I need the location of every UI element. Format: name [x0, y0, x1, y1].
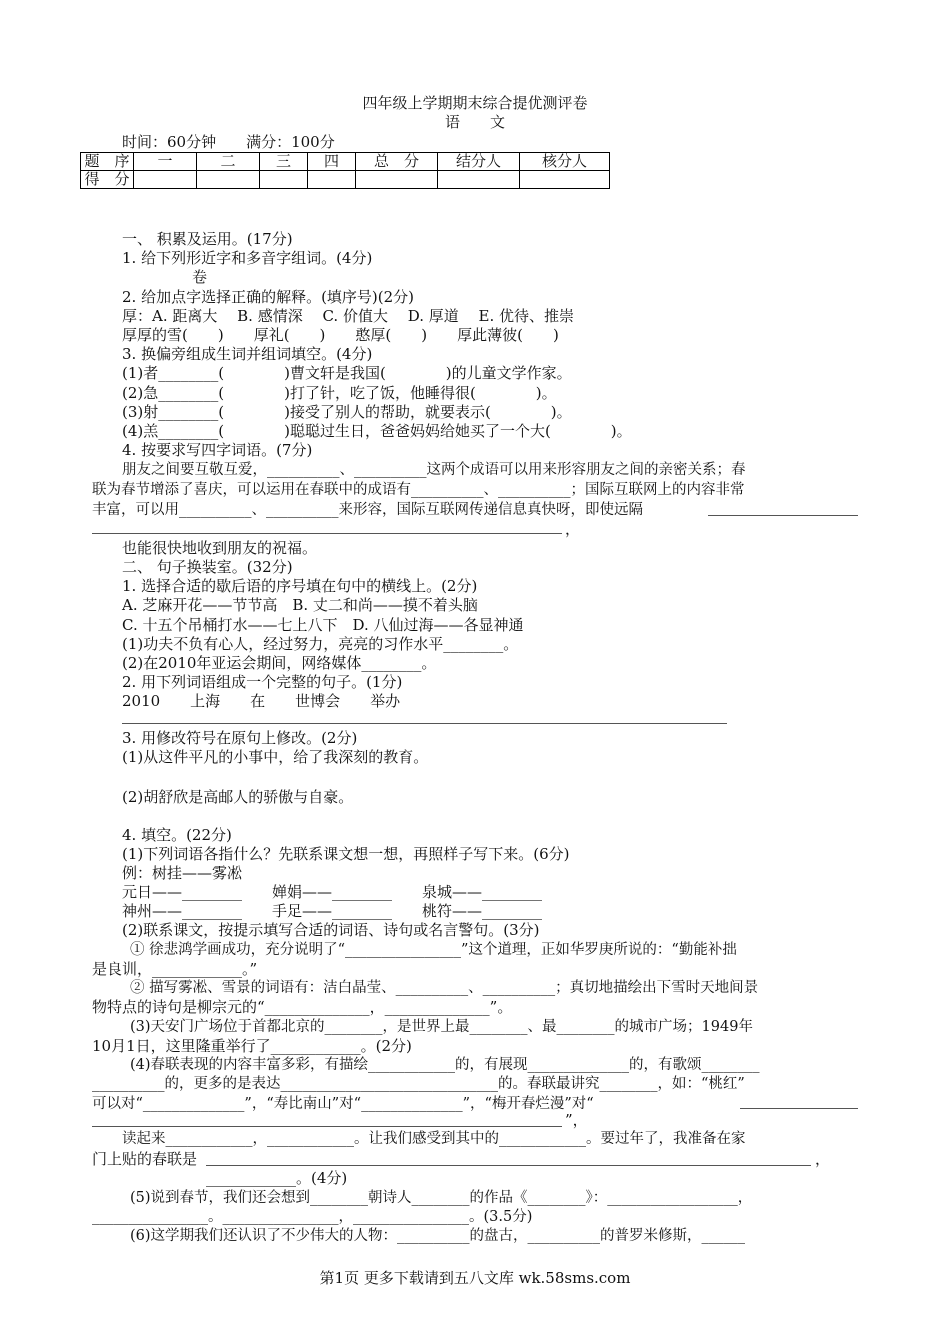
table-cell: 总 分: [356, 153, 438, 171]
question-text: 2. 用下列词语组成一个完整的句子。(1分): [122, 673, 403, 691]
question-text: 元日——________ 婵娟——________ 泉城——________: [122, 883, 543, 901]
table-cell: 结分人: [438, 153, 520, 171]
paragraph-line: 联为春节增添了喜庆，可以运用在春联中的成语有__________、__________；国际互联网上的内容非常: [92, 482, 745, 498]
table-row: [81, 171, 610, 189]
punctuation: ”，: [565, 1111, 588, 1129]
question-text: 厚厚的雪( ) 厚礼( ) 憨厚( ) 厚此薄彼( ): [122, 326, 559, 344]
question-text: 3. 换偏旁组成生词并组词填空。(4分): [122, 345, 373, 363]
score-cell[interactable]: [308, 171, 356, 189]
paragraph-line: 读起来____________，____________。让我们感受到其中的____________。要过年了，我准备在家: [122, 1131, 746, 1147]
question-text: (1)下列词语各指什么？先联系课文想一想，再照样子写下来。(6分): [122, 845, 570, 863]
punctuation: ，: [815, 1150, 831, 1168]
table-cell: 核分人: [520, 153, 610, 171]
paragraph-line: 丰富，可以用__________、__________来形容，国际互联网传递信息真快呀，即使远隔: [92, 502, 643, 518]
question-text: 2. 给加点字选择正确的解释。(填序号)(2分): [122, 288, 415, 306]
paragraph-line: ② 描写雾凇、雪景的词语有：洁白晶莹、__________、__________；真切地描绘出下雪时天地间景: [130, 980, 759, 996]
section-heading: 二、 句子换装室。(32分): [122, 558, 293, 576]
question-text: 神州——________ 手足——________ 桃符——________: [122, 902, 543, 920]
question-text: (4)羔________( )聪聪过生日，爸爸妈妈给她买了一个大( )。: [122, 422, 632, 440]
table-cell: 四: [308, 153, 356, 171]
answer-blank[interactable]: [206, 1165, 811, 1166]
section-heading: 一、 积累及运用。(17分): [122, 230, 293, 248]
table-cell: 题 序: [81, 153, 134, 171]
question-text: 4. 填空。(22分): [122, 826, 232, 844]
question-text: (2)在2010年亚运会期间，网络媒体________。: [122, 654, 437, 672]
question-text: (1)者________( )曹文轩是我国( )的儿童文学作家。: [122, 364, 572, 382]
paragraph-line: 10月1日，这里隆重举行了____________。(2分): [92, 1037, 412, 1055]
document-title: 四年级上学期期末综合提优测评卷: [362, 94, 588, 112]
question-text: 1. 选择合适的歇后语的序号填在句中的横线上。(2分): [122, 577, 478, 595]
paragraph-line: ________________。________________，________________。(3.5分): [92, 1209, 533, 1225]
table-cell: 三: [260, 153, 308, 171]
subject-title: 语 文: [444, 113, 505, 131]
question-text: (3)射________( )接受了别人的帮助，就要表示( )。: [122, 403, 572, 421]
paragraph-line: 门上贴的春联是: [92, 1150, 198, 1168]
table-row: [81, 153, 610, 171]
punctuation: ，: [565, 520, 581, 538]
paragraph-line: (4)春联表现的内容丰富多彩，有描绘____________的，有展现______________的，有歌颂________: [130, 1057, 760, 1073]
question-text: 3. 用修改符号在原句上修改。(2分): [122, 729, 358, 747]
table-cell: 一: [134, 153, 197, 171]
score-table: [80, 152, 610, 189]
paragraph-line: (3)天安门广场位于首都北京的________，是世界上最________、最________的城市广场；1949年: [130, 1019, 753, 1035]
question-text: 2010 上海 在 世博会 举办: [122, 692, 401, 710]
question-text: C. 十五个吊桶打水——七上八下 D. 八仙过海——各显神通: [122, 616, 524, 634]
answer-blank[interactable]: [740, 1108, 858, 1109]
paragraph-line: ① 徐悲鸿学画成功，充分说明了“________________”这个道理，正如华罗庚所说的：“勤能补拙: [130, 942, 737, 958]
question-text: 厚：A. 距离大 B. 感情深 C. 价值大 D. 厚道 E. 优待、推崇: [122, 307, 574, 325]
question-text: (2)急________( )打了针，吃了饭，他睡得很( )。: [122, 384, 557, 402]
question-text: 例：树挂——雾凇: [122, 864, 243, 882]
question-text: (1)功夫不负有心人，经过努力，亮亮的习作水平________。: [122, 635, 519, 653]
paragraph-line: 朋友之间要互敬互爱，__________、__________这两个成语可以用来形容朋友之间的亲密关系；春: [122, 462, 746, 478]
paragraph-line: ____________。(4分): [206, 1169, 348, 1187]
score-cell[interactable]: [260, 171, 308, 189]
table-cell: 得 分: [81, 171, 134, 189]
score-cell[interactable]: [438, 171, 520, 189]
page-footer: 第1页 更多下载请到五八文库 wk.58sms.com: [319, 1269, 631, 1287]
question-text: 卷: [192, 268, 208, 286]
answer-blank[interactable]: [92, 533, 562, 534]
question-text: A. 芝麻开花——节节高 B. 丈二和尚——摸不着头脑: [122, 596, 478, 614]
score-cell[interactable]: [197, 171, 260, 189]
question-text: (2)联系课文，按提示填写合适的词语、诗句或名言警句。(3分): [122, 921, 540, 939]
paragraph-line: 也能很快地收到朋友的祝福。: [122, 539, 318, 557]
paragraph-line: __________的，更多的是表达______________________________的。春联最讲究________，如：“桃红”: [92, 1076, 745, 1092]
answer-blank[interactable]: [92, 1126, 562, 1127]
question-text: 4. 按要求写四字词语。(7分): [122, 441, 313, 459]
table-cell: 二: [197, 153, 260, 171]
paragraph-line: 是良训，____________。”: [92, 960, 258, 978]
question-text: (1)从这件平凡的小事中，给了我深刻的教育。: [122, 748, 429, 766]
answer-line[interactable]: [122, 723, 727, 724]
paragraph-line: 可以对“______________”，“寿比南山”对“______________”，“梅开春烂漫”对“: [92, 1096, 594, 1112]
answer-blank[interactable]: [708, 515, 858, 516]
score-cell[interactable]: [520, 171, 610, 189]
exam-meta: 时间：60分钟 满分：100分: [122, 133, 335, 151]
question-text: 1. 给下列形近字和多音字组词。(4分): [122, 249, 373, 267]
question-text: (2)胡舒欣是高邮人的骄傲与自豪。: [122, 788, 354, 806]
paragraph-line: 物特点的诗句是柳宗元的“______________，______________”。: [92, 998, 513, 1016]
paragraph-line: (5)说到春节，我们还会想到________朝诗人________的作品《________》：__________________，: [130, 1190, 753, 1206]
score-cell[interactable]: [134, 171, 197, 189]
score-cell[interactable]: [356, 171, 438, 189]
paragraph-line: (6)这学期我们还认识了不少伟大的人物：__________的盘古，__________的普罗米修斯，______: [130, 1228, 746, 1244]
